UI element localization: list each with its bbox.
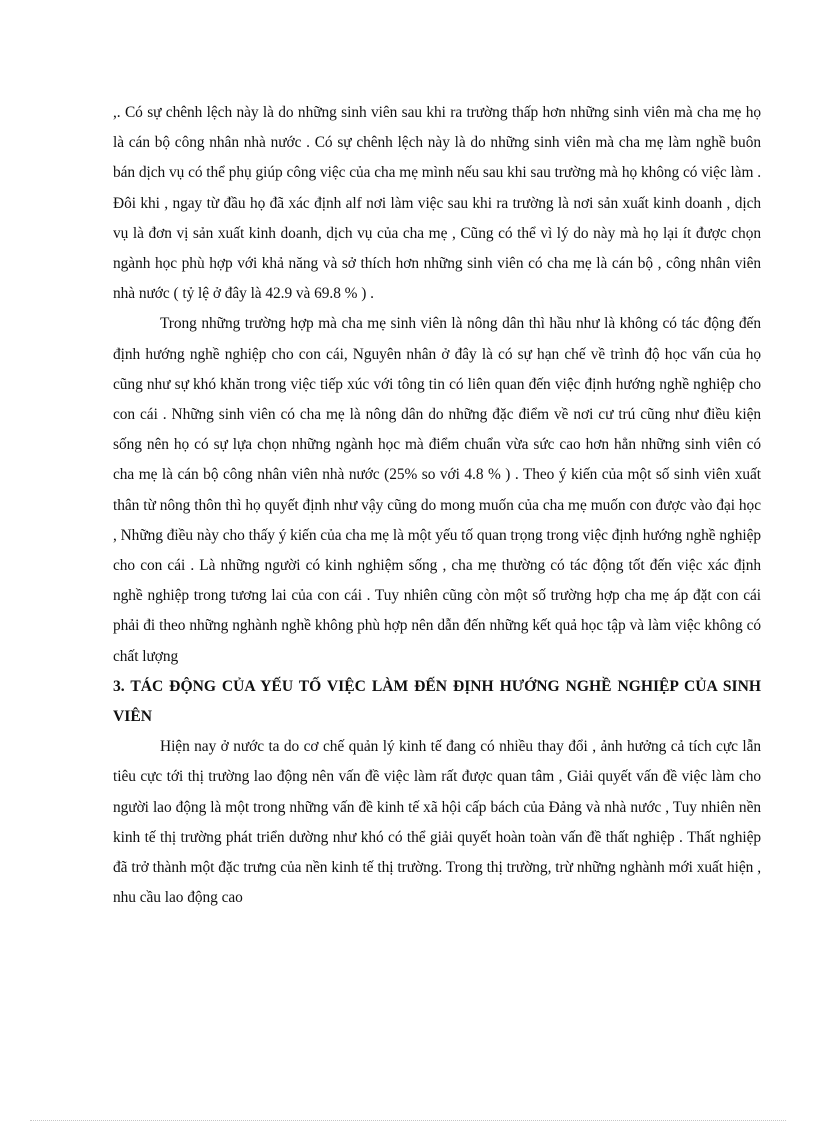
paragraph-parent-occupation-comparison: ,. Có sự chênh lệch này là do những sinh viên sau khi ra trường thấp hơn những sinh viên mà cha mẹ họ là cán bộ công nhân nhà nước . Có sự chênh lệch này là do những sinh viên mà cha mẹ làm nghề buôn bán dịch vụ có thể phụ giúp công việc của cha mẹ mình nếu sau khi sau trường mà họ không có việc làm . Đôi khi , ngay từ đầu họ đã xác định alf nơi làm việc sau khi ra trường là nơi sản xuất kinh doanh , dịch vụ là đơn vị sản xuất kinh doanh, dịch vụ của cha mẹ , Cũng có thể vì lý do này mà họ lại ít được chọn ngành học phù hợp với khả năng và sở thích hơn những sinh viên có cha mẹ là cán bộ , công nhân viên nhà nước ( tỷ lệ ở đây là 42.9 và 69.8 % ) .	[113, 104, 761, 303]
section-heading-3: 3. TÁC ĐỘNG CỦA YẾU TỐ VIỆC LÀM ĐẾN ĐỊNH HƯỚNG NGHỀ NGHIỆP CỦA SINH VIÊN	[113, 677, 761, 726]
document-page	[113, 98, 761, 913]
paragraph-employment-impact: Hiện nay ở nước ta do cơ chế quản lý kinh tế đang có nhiều thay đổi , ảnh hưởng cả tích cực lẫn tiêu cực tới thị trường lao động nên vấn đề việc làm rất được quan tâm , Giải quyết vấn đề việc làm cho người lao động là một trong những vấn đề kinh tế xã hội cấp bách của Đảng và nhà nước , Tuy nhiên nền kinh tế thị trường phát triển dường như khó có thể giải quyết hoàn toàn vấn đề thất nghiệp . Thất nghiệp đã trở thành một đặc trưng của nền kinh tế thị trường. Trong thị trường, trừ những nghành mới xuất hiện , nhu cầu lao động cao	[113, 738, 761, 907]
page-bottom-divider	[30, 1120, 786, 1121]
paragraph-farmer-parents: Trong những trường hợp mà cha mẹ sinh viên là nông dân thì hầu như là không có tác động đến định hướng nghề nghiệp cho con cái, Nguyên nhân ở đây là có sự hạn chế về trình độ học vấn của họ cũng như sự khó khăn trong việc tiếp xúc với tông tin có liên quan đến việc định hướng nghề nghiệp cho con cái . Những sinh viên có cha mẹ là nông dân do những đặc điểm về nơi cư trú cũng như điều kiện sống nên họ có sự lựa chọn những ngành học mà điểm chuẩn vừa sức cao hơn hẳn những sinh viên có cha mẹ là cán bộ công nhân viên nhà nước (25% so với 4.8 % ) . Theo ý kiến của một số sinh viên xuất thân từ nông thôn thì họ quyết định như vậy cũng do mong muốn của cha mẹ muốn con được vào đại học , Những điều này cho thấy ý kiến của cha mẹ là một yếu tố quan trọng trong việc định hướng nghề nghiệp cho con cái . Là những người có kinh nghiệm sống , cha mẹ thường có tác động tốt đến việc xác định nghề nghiệp trong tương lai của con cái . Tuy nhiên cũng còn một số trường hợp cha mẹ áp đặt con cái phải đi theo những nghành nghề không phù hợp nên dẫn đến những kết quả học tập và làm việc không có chất lượng	[113, 315, 761, 665]
